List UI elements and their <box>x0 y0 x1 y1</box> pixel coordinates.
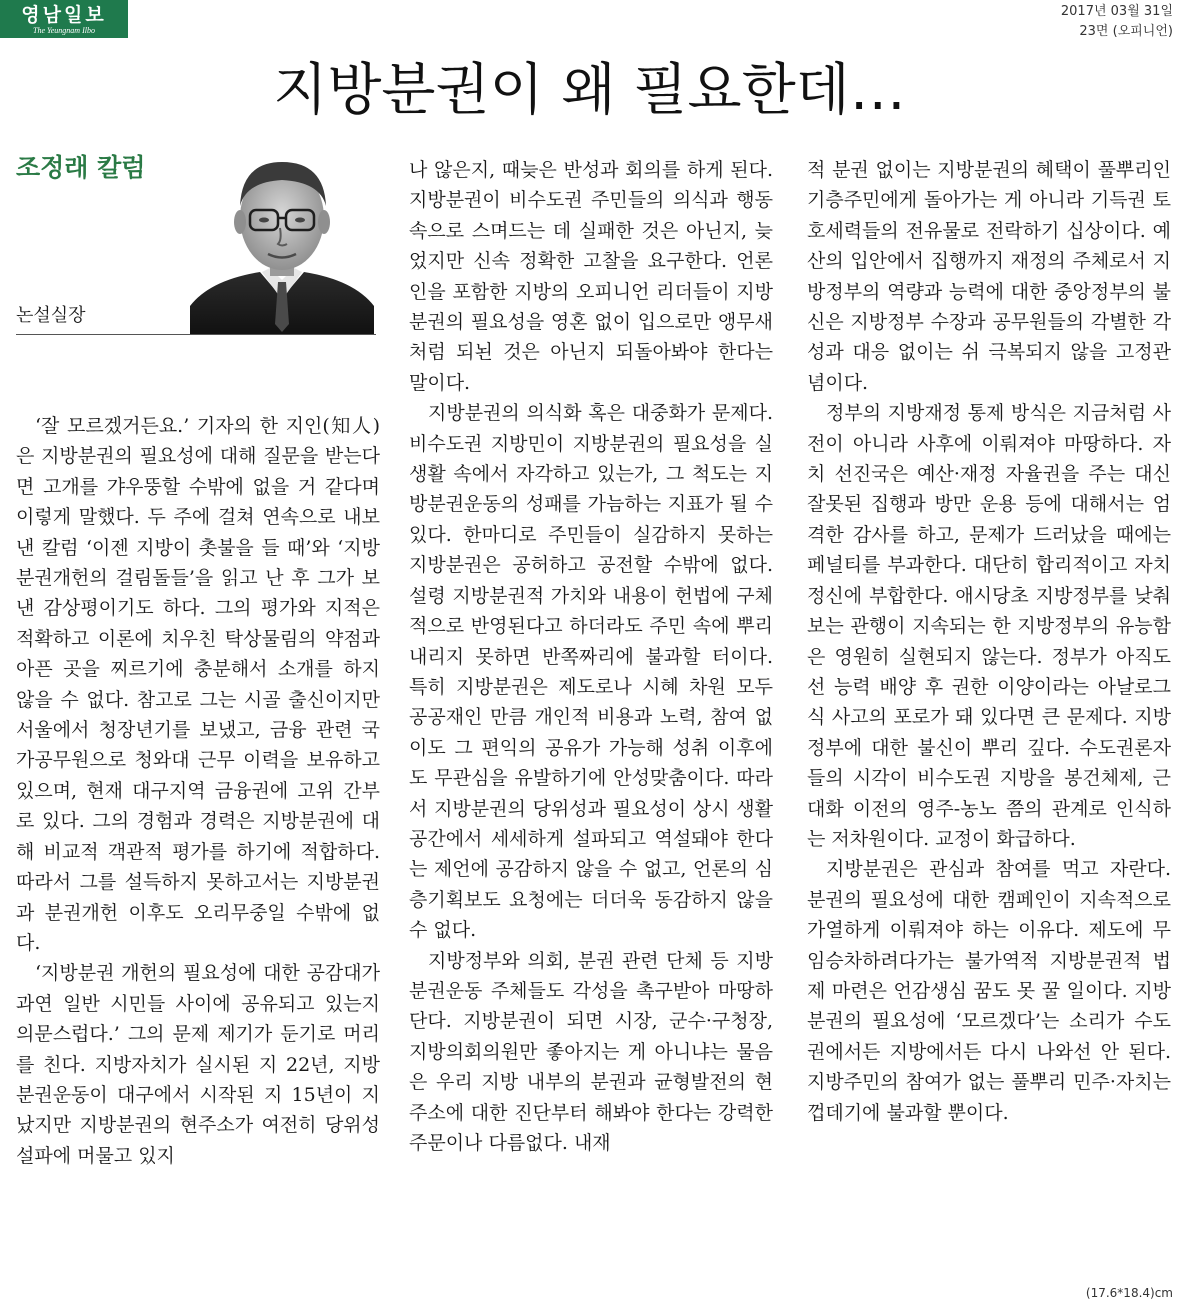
author-portrait <box>190 148 374 334</box>
author-role: 논설실장 <box>16 305 86 326</box>
issue-meta <box>1061 2 1173 42</box>
page-section: 23면 (오피니언) <box>1079 24 1173 39</box>
column-divider <box>16 334 376 335</box>
issue-date: 2017년 03월 31일 <box>1060 4 1173 19</box>
paragraph: ‘잘 모르겠거든요.’ 기자의 한 지인(知人)은 지방분권의 필요성에 대해 질문을 받는다면 고개를 갸우뚱할 수밖에 없을 거 같다며 이렇게 말했다. 두 주에 걸쳐 연속으로 내보낸 칼럼 ‘이젠 지방이 촛불을 들 때’와 ‘지방분권개헌의 걸림돌들’을 읽고 난 후 그가 보낸 감상평이기도 하다. 그의 평가와 지적은 적확하고 이론에 치우친 탁상물림의 약점과 아픈 곳을 찌르기에 충분해서 소개를 하지 않을 수 없다. 참고로 그는 시골 출신이지만 서울에서 청장년기를 보냈고, 금융 관련 국가공무원으로 청와대 근무 이력을 보유하고 있으며, 현재 대구지역 금융권에 고위 간부로 있다. 그의 경험과 경력은 지방분권에 대해 비교적 객관적 평가를 하기에 적합하다. 따라서 그를 설득하지 못하고서는 지방분권과 분권개헌 이후도 오리무중일 수밖에 없다. <box>16 415 380 954</box>
article-column-2 <box>409 155 773 1285</box>
headline: 지방분권이 왜 필요한데… <box>273 58 906 123</box>
paragraph: 지방분권은 관심과 참여를 먹고 자란다. 분권의 필요성에 대한 캠페인이 지속적으로 가열하게 이뤄져야 하는 이유다. 제도에 무임승차하려다가는 불가역적 지방분권적 법제 마련은 언감생심 꿈도 못 꿀 일이다. 지방분권의 필요성에 ‘모르겠다’는 소리가 수도권에서든 지방에서든 다시 나와선 안 된다. 지방주민의 참여가 없는 풀뿌리 민주·자치는 껍데기에 불과할 뿐이다. <box>807 858 1171 1124</box>
article-size: (17.6*18.4)cm <box>1085 1286 1173 1300</box>
paragraph: ‘지방분권 개헌의 필요성에 대한 공감대가 과연 일반 시민들 사이에 공유되고 있는지 의문스럽다.’ 그의 문제 제기가 둔기로 머리를 친다. 지방자치가 실시된 지 22년, 지방분권운동이 대구에서 시작된 지 15년이 지났지만 지방분권의 현주소가 여전히 당위성 설파에 머물고 있지 <box>16 962 380 1167</box>
paragraph: 지방정부와 의회, 분권 관련 단체 등 지방분권운동 주체들도 각성을 촉구받아 마땅하단다. 지방분권이 되면 시장, 군수·구청장, 지방의회의원만 좋아지는 게 아니냐는 물음은 우리 지방 내부의 분권과 균형발전의 현주소에 대한 진단부터 해봐야 한다는 강력한 주문이나 다름없다. 내재 <box>409 949 773 1154</box>
paragraph: 적 분권 없이는 지방분권의 혜택이 풀뿌리인 기층주민에게 돌아가는 게 아니라 기득권 토호세력들의 전유물로 전락하기 십상이다. 예산의 입안에서 집행까지 재정의 주체로서 지방정부의 역량과 능력에 대한 중앙정부의 불신은 지방정부 수장과 공무원들의 각별한 각성과 대응 없이는 쉬 극복되지 않을 고정관념이다. <box>807 159 1171 394</box>
logo-name: 영남일보 <box>21 4 107 26</box>
paragraph: 나 않은지, 때늦은 반성과 회의를 하게 된다. 지방분권이 비수도권 주민들의 의식과 행동 속으로 스며드는 데 실패한 것은 아닌지, 늦었지만 신속 정확한 고찰을 요구한다. 언론인을 포함한 지방의 오피니언 리더들이 지방분권의 필요성을 영혼 없이 입으로만 앵무새처럼 되뇐 것은 아닌지 되돌아봐야 한다는 말이다. <box>409 159 773 394</box>
column-title: 조정래 칼럼 <box>16 153 146 182</box>
article-column-3 <box>807 155 1171 1285</box>
paragraph: 정부의 지방재정 통제 방식은 지금처럼 사전이 아니라 사후에 이뤄져야 마땅하다. 자치 선진국은 예산·재정 자율권을 주는 대신 잘못된 집행과 방만 운용 등에 대해서는 엄격한 감사를 하고, 문제가 드러났을 때에는 페널티를 부과한다. 대단히 합리적이고 자치정신에 부합한다. 애시당초 지방정부를 낮춰보는 관행이 지속되는 한 지방정부의 유능함은 영원히 실현되지 않는다. 정부가 아직도 선 능력 배양 후 권한 이양이라는 아날로그식 사고의 포로가 돼 있다면 큰 문제다. 지방정부에 대한 불신이 뿌리 깊다. 수도권론자들의 시각이 비수도권 지방을 봉건체제, 근대화 이전의 영주-농노 쯤의 관계로 인식하는 저차원이다. 교정이 화급하다. <box>807 402 1171 850</box>
paragraph: 지방분권의 의식화 혹은 대중화가 문제다. 비수도권 지방민이 지방분권의 필요성을 실생활 속에서 자각하고 있는가, 그 척도는 지방분권운동의 성패를 가늠하는 지표가 될 수 있다. 한마디로 주민들이 실감하지 못하는 지방분권은 공허하고 공전할 수밖에 없다. 설령 지방분권적 가치와 내용이 헌법에 구체적으로 반영된다고 하더라도 주민 속에 뿌리내리지 못하면 반쪽짜리에 불과할 터이다. 특히 지방분권은 제도로나 시혜 차원 모두 공공재인 만큼 개인적 비용과 노력, 참여 없이도 그 편익의 공유가 가능해 성취 이후에도 무관심을 유발하기에 안성맞춤이다. 따라서 지방분권의 당위성과 필요성이 상시 생활공간에서 세세하게 설파되고 역설돼야 한다는 제언에 공감하지 않을 수 없고, 언론의 심층기획보도 요청에는 더더욱 동감하지 않을 수 없다. <box>409 402 773 942</box>
logo-subtitle: The Yeungnam Ilbo <box>33 26 95 35</box>
article-column-1 <box>16 411 380 1281</box>
newspaper-logo <box>0 0 128 38</box>
author-portrait-image <box>190 148 374 334</box>
